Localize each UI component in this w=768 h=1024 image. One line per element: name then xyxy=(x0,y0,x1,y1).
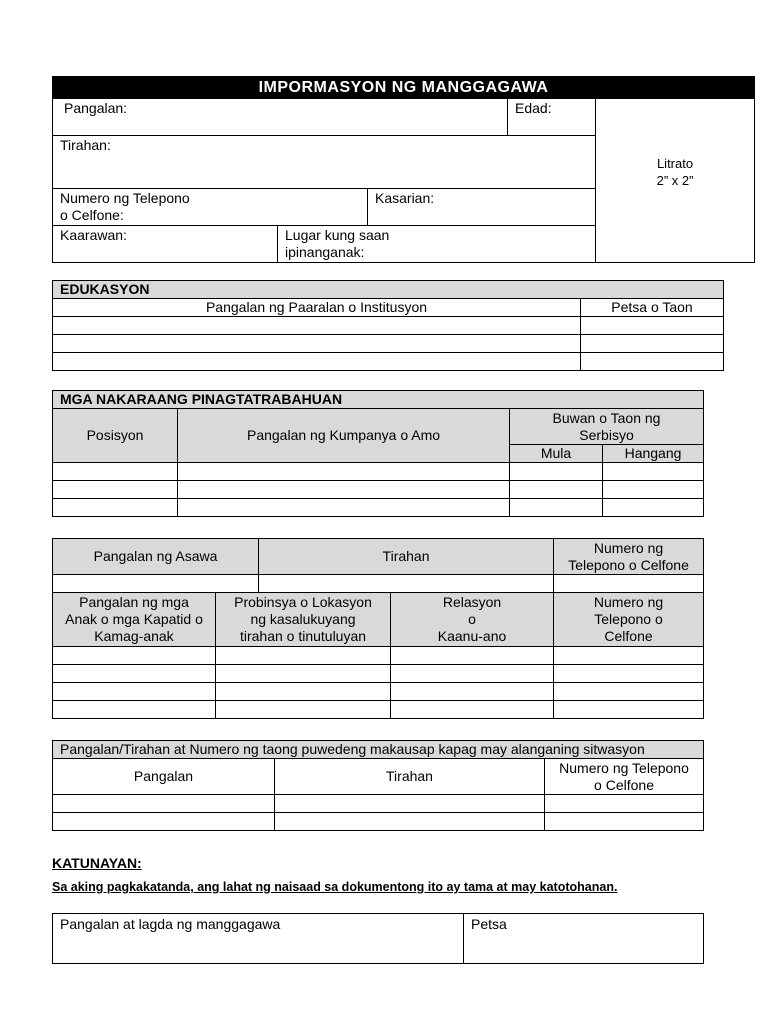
employment-cell[interactable] xyxy=(603,481,704,499)
form-title: IMPORMASYON NG MANGGAGAWA xyxy=(53,77,755,99)
relative-cell[interactable] xyxy=(554,665,704,683)
emergency-col-phone xyxy=(545,759,704,795)
birthplace-field[interactable] xyxy=(278,226,596,263)
education-cell[interactable] xyxy=(53,353,581,371)
name-label: Pangalan: xyxy=(64,100,128,116)
family-col-children-line3: Kamag-anak xyxy=(94,628,174,644)
employment-section-title: MGA NAKARAANG PINAGTATRABAHUAN xyxy=(53,391,704,409)
relative-cell[interactable] xyxy=(53,647,216,665)
education-cell[interactable] xyxy=(53,317,581,335)
employment-cell[interactable] xyxy=(603,463,704,481)
relative-cell[interactable] xyxy=(391,683,554,701)
photo-size-label: 2” x 2” xyxy=(656,172,694,188)
family-col-spouse: Pangalan ng Asawa xyxy=(53,539,259,575)
relative-cell[interactable] xyxy=(216,683,391,701)
employment-cell[interactable] xyxy=(178,481,510,499)
employment-cell[interactable] xyxy=(53,499,178,517)
signature-date-label: Petsa xyxy=(471,916,507,932)
emergency-cell[interactable] xyxy=(53,795,275,813)
emergency-cell[interactable] xyxy=(545,813,704,831)
relative-cell[interactable] xyxy=(216,665,391,683)
address-field[interactable] xyxy=(53,136,596,189)
emergency-cell[interactable] xyxy=(53,813,275,831)
relative-cell[interactable] xyxy=(216,647,391,665)
family-col-relation-line2: o xyxy=(468,611,476,627)
employment-cell[interactable] xyxy=(510,481,603,499)
family-col-relation xyxy=(391,593,554,647)
relative-cell[interactable] xyxy=(53,665,216,683)
birthday-label: Kaarawan: xyxy=(60,227,127,243)
employment-cell[interactable] xyxy=(178,499,510,517)
spouse-address-cell[interactable] xyxy=(259,575,554,593)
education-col-school: Pangalan ng Paaralan o Institusyon xyxy=(53,299,581,317)
employment-cell[interactable] xyxy=(603,499,704,517)
birthplace-label-line1: Lugar kung saan xyxy=(285,227,390,243)
employment-col-from: Mula xyxy=(510,445,603,463)
family-col-phone-line1: Numero ng xyxy=(593,539,664,556)
certification-statement: Sa aking pagkakatanda, ang lahat ng naisaad sa dokumentong ito ay tama at may katotohanan. xyxy=(52,880,618,894)
emergency-col-address: Tirahan xyxy=(275,759,545,795)
family-col-children-line1: Pangalan ng mga xyxy=(79,594,189,610)
employment-cell[interactable] xyxy=(510,499,603,517)
family-col-relation-line1: Relasyon xyxy=(442,594,502,610)
family-col-phone2-line2: Telepono o xyxy=(594,611,663,627)
signature-date-field[interactable] xyxy=(464,914,704,964)
phone-label-line1: Numero ng Telepono xyxy=(60,190,190,206)
age-label: Edad: xyxy=(515,100,552,116)
family-col-phone-line2: Telepono o Celfone xyxy=(568,556,689,573)
employment-col-company: Pangalan ng Kumpanya o Amo xyxy=(178,409,510,463)
sex-field[interactable] xyxy=(368,189,596,226)
family-col-children xyxy=(53,593,216,647)
family-col-province-line3: tirahan o tinutuluyan xyxy=(239,628,367,644)
family-col-children-line2: Anak o mga Kapatid o xyxy=(65,611,203,627)
family-table xyxy=(52,538,704,719)
employment-table xyxy=(52,390,704,517)
family-col-province-line2: ng kasalukuyang xyxy=(250,611,356,627)
spouse-phone-cell[interactable] xyxy=(554,575,704,593)
education-cell[interactable] xyxy=(581,317,724,335)
address-label: Tirahan: xyxy=(60,137,111,153)
education-col-date: Petsa o Taon xyxy=(581,299,724,317)
relative-cell[interactable] xyxy=(554,647,704,665)
employment-cell[interactable] xyxy=(53,463,178,481)
family-col-province-line1: Probinsya o Lokasyon xyxy=(234,594,372,610)
signature-field[interactable] xyxy=(53,914,464,964)
emergency-col-phone-line2: o Celfone xyxy=(594,776,654,793)
relative-cell[interactable] xyxy=(53,683,216,701)
signature-label: Pangalan at lagda ng manggagawa xyxy=(60,916,281,932)
photo-label: Litrato xyxy=(656,155,694,171)
name-field[interactable] xyxy=(53,99,508,136)
emergency-col-phone-line1: Numero ng Telepono xyxy=(559,759,689,776)
employment-col-service-line1: Buwan o Taon ng xyxy=(552,409,661,426)
employment-col-service-line2: Serbisyo xyxy=(579,426,634,443)
family-col-phone2-line1: Numero ng xyxy=(593,594,664,610)
family-col-province xyxy=(216,593,391,647)
emergency-table xyxy=(52,740,704,831)
certification-heading: KATUNAYAN: xyxy=(52,855,142,871)
employment-cell[interactable] xyxy=(178,463,510,481)
education-section-title: EDUKASYON xyxy=(53,281,724,299)
emergency-cell[interactable] xyxy=(545,795,704,813)
employment-cell[interactable] xyxy=(510,463,603,481)
education-cell[interactable] xyxy=(581,335,724,353)
relative-cell[interactable] xyxy=(554,701,704,719)
spouse-name-cell[interactable] xyxy=(53,575,259,593)
personal-info-table xyxy=(52,76,755,263)
employment-col-to: Hangang xyxy=(603,445,704,463)
emergency-col-name: Pangalan xyxy=(53,759,275,795)
employment-cell[interactable] xyxy=(53,481,178,499)
education-cell[interactable] xyxy=(53,335,581,353)
family-col-phone2 xyxy=(554,593,704,647)
birthday-field[interactable] xyxy=(53,226,278,263)
family-col-relation-line3: Kaanu-ano xyxy=(437,628,507,644)
employment-col-position: Posisyon xyxy=(53,409,178,463)
birthplace-label-line2: ipinanganak: xyxy=(285,244,365,260)
signature-table xyxy=(52,913,704,964)
relative-cell[interactable] xyxy=(554,683,704,701)
family-col-phone xyxy=(554,539,704,575)
relative-cell[interactable] xyxy=(216,701,391,719)
family-col-address: Tirahan xyxy=(259,539,554,575)
sex-label: Kasarian: xyxy=(375,190,435,206)
relative-cell[interactable] xyxy=(391,665,554,683)
phone-label-line2: o Celfone: xyxy=(60,207,124,223)
relative-cell[interactable] xyxy=(53,701,216,719)
employment-col-service xyxy=(510,409,704,445)
family-col-phone2-line3: Celfone xyxy=(604,628,653,644)
education-cell[interactable] xyxy=(581,353,724,371)
phone-field[interactable] xyxy=(53,189,368,226)
emergency-cell[interactable] xyxy=(275,795,545,813)
photo-box xyxy=(596,99,755,263)
emergency-cell[interactable] xyxy=(275,813,545,831)
relative-cell[interactable] xyxy=(391,647,554,665)
age-field[interactable] xyxy=(508,99,596,136)
education-table xyxy=(52,280,724,371)
emergency-section-title: Pangalan/Tirahan at Numero ng taong puwedeng makausap kapag may alanganing sitwasyon xyxy=(53,741,704,759)
relative-cell[interactable] xyxy=(391,701,554,719)
